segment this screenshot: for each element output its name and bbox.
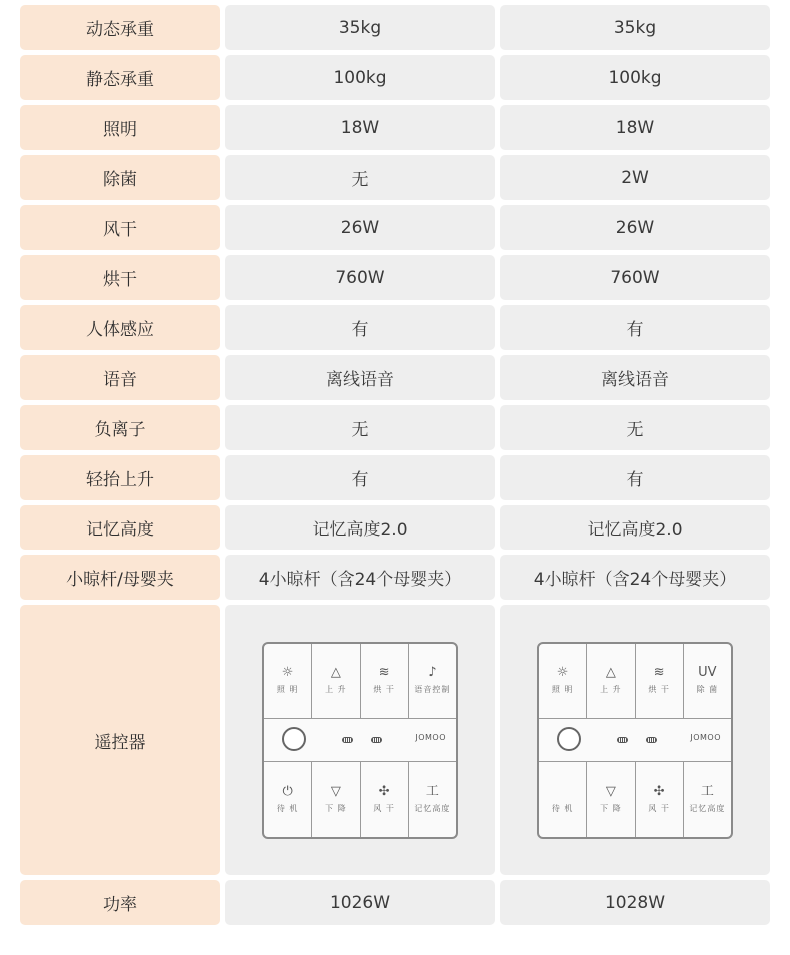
memory-height-icon: 工 [425, 783, 439, 799]
value-model-b: 1028W [500, 880, 770, 925]
value-model-a: 1026W [225, 880, 495, 925]
heat-icon: ≋ [653, 665, 665, 680]
raise-icon: △ [330, 665, 341, 680]
remote-button-standby [264, 762, 312, 837]
row-label: 小晾杆/母婴夹 [20, 555, 220, 600]
remote-button-label: 上 升 [600, 685, 622, 694]
indicator-light-icon [646, 737, 657, 743]
value-model-b: 35kg [500, 5, 770, 50]
remote-button-raise [312, 644, 360, 718]
value-model-b: 无 [500, 405, 770, 450]
row-label: 轻抬上升 [20, 455, 220, 500]
remote-button-light [539, 644, 587, 718]
value-model-b: 4小晾杆（含24个母婴夹） [500, 555, 770, 600]
power-icon: ⏻ [282, 783, 293, 799]
remote-button-label: 待 机 [551, 803, 574, 813]
remote-control-panel [537, 642, 733, 839]
remote-button-light [264, 644, 312, 718]
remote-button-label: 烘 干 [648, 685, 670, 694]
value-model-b: 记忆高度2.0 [500, 505, 770, 550]
lightbulb-icon: ☼ [281, 665, 294, 680]
value-model-b: 18W [500, 105, 770, 150]
remote-button-label: 风 干 [648, 803, 670, 813]
value-model-a: 26W [225, 205, 495, 250]
value-model-a: 无 [225, 405, 495, 450]
lightbulb-icon: ☼ [556, 665, 569, 680]
remote-button-label: 语音控制 [414, 685, 451, 694]
row-label: 动态承重 [20, 5, 220, 50]
remote-button-raise [587, 644, 635, 718]
remote-round-button [557, 727, 581, 751]
remote-button-uv [684, 644, 731, 718]
fan-icon: ✣ [653, 783, 665, 799]
remote-button-label: 照 明 [551, 685, 574, 694]
remote-button-label: 记忆高度 [689, 803, 726, 813]
remote-center-strip [539, 718, 731, 762]
value-model-b: 有 [500, 455, 770, 500]
value-model-a: 18W [225, 105, 495, 150]
remote-button-air-dry [361, 762, 409, 837]
remote-button-label: 照 明 [276, 685, 299, 694]
row-label: 照明 [20, 105, 220, 150]
indicator-light-icon [371, 737, 382, 743]
row-label: 风干 [20, 205, 220, 250]
remote-button-label: 待 机 [276, 803, 299, 813]
value-model-b: 26W [500, 205, 770, 250]
remote-model-b [500, 605, 770, 875]
spec-comparison-table [20, 5, 770, 925]
value-model-a: 无 [225, 155, 495, 200]
row-label: 静态承重 [20, 55, 220, 100]
remote-button-label: 记忆高度 [414, 803, 451, 813]
heat-icon: ≋ [378, 665, 390, 680]
remote-button-memory-height [684, 762, 731, 837]
remote-button-heat-dry [361, 644, 409, 718]
indicator-light-icon [342, 737, 353, 743]
remote-button-label: 上 升 [325, 685, 347, 694]
value-model-a: 4小晾杆（含24个母婴夹） [225, 555, 495, 600]
value-model-b: 100kg [500, 55, 770, 100]
value-model-b: 2W [500, 155, 770, 200]
row-label-power: 功率 [20, 880, 220, 925]
row-label: 记忆高度 [20, 505, 220, 550]
indicator-light-icon [617, 737, 628, 743]
raise-icon: △ [605, 665, 616, 680]
value-model-a: 有 [225, 455, 495, 500]
remote-button-label: 下 降 [600, 803, 622, 813]
brand-logo: JOMOO [415, 732, 446, 742]
remote-center-strip [264, 718, 456, 762]
remote-button-label: 风 干 [373, 803, 395, 813]
remote-round-button [282, 727, 306, 751]
microphone-icon: ♪ [428, 665, 437, 680]
remote-button-memory-height [409, 762, 456, 837]
lower-icon: ▽ [605, 783, 616, 799]
row-label-remote: 遥控器 [20, 605, 220, 875]
value-model-a: 记忆高度2.0 [225, 505, 495, 550]
value-model-b: 离线语音 [500, 355, 770, 400]
value-model-a: 35kg [225, 5, 495, 50]
lower-icon: ▽ [330, 783, 341, 799]
remote-control-panel [262, 642, 458, 839]
brand-logo: JOMOO [690, 732, 721, 742]
value-model-a: 100kg [225, 55, 495, 100]
remote-button-voice [409, 644, 456, 718]
value-model-a: 离线语音 [225, 355, 495, 400]
row-label: 负离子 [20, 405, 220, 450]
value-model-b: 760W [500, 255, 770, 300]
remote-button-lower [312, 762, 360, 837]
fan-icon: ✣ [378, 783, 390, 799]
row-label: 人体感应 [20, 305, 220, 350]
remote-button-label: 下 降 [325, 803, 347, 813]
row-label: 语音 [20, 355, 220, 400]
remote-button-label: 烘 干 [373, 685, 395, 694]
remote-button-air-dry [636, 762, 684, 837]
value-model-b: 有 [500, 305, 770, 350]
uv-icon: UV [698, 665, 717, 680]
value-model-a: 有 [225, 305, 495, 350]
remote-button-label: 除 菌 [696, 685, 719, 694]
row-label: 除菌 [20, 155, 220, 200]
row-label: 烘干 [20, 255, 220, 300]
remote-button-heat-dry [636, 644, 684, 718]
memory-height-icon: 工 [700, 783, 714, 799]
remote-button-standby [539, 762, 587, 837]
value-model-a: 760W [225, 255, 495, 300]
remote-model-a [225, 605, 495, 875]
remote-button-lower [587, 762, 635, 837]
